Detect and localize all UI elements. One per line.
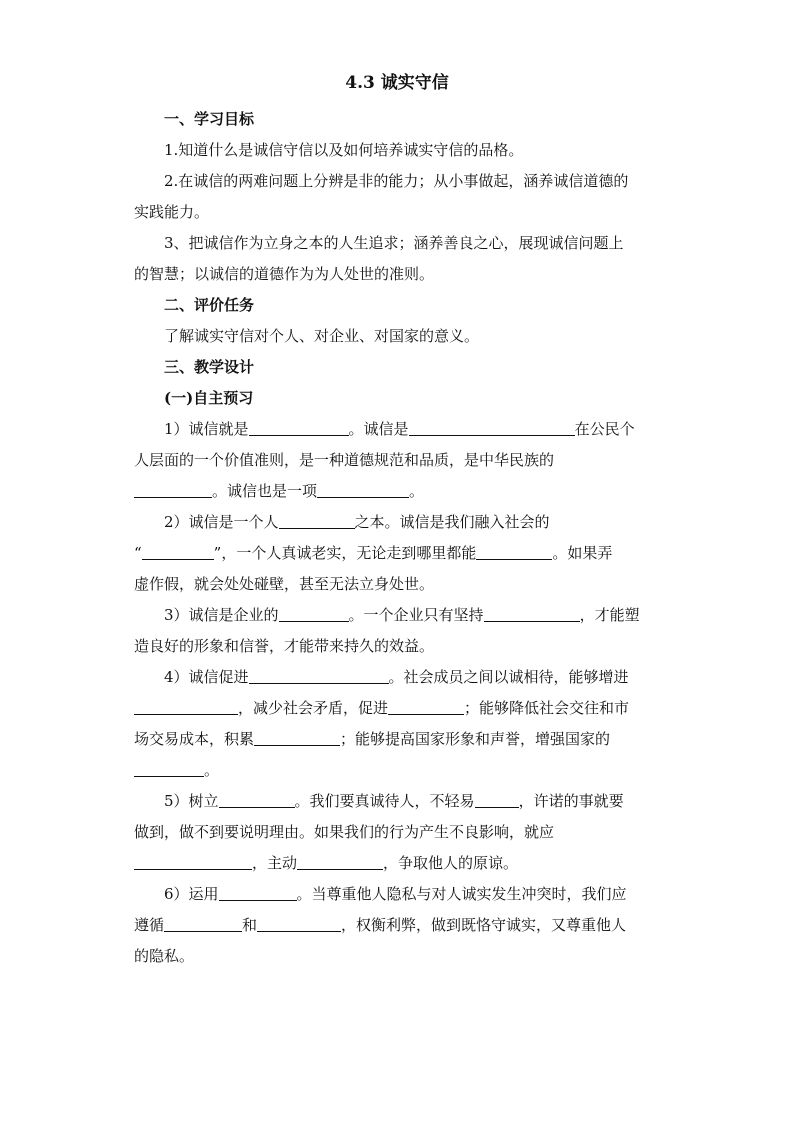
objective-2-line-2: 实践能力。 [134,203,210,221]
question-text: 1）诚信就是 [164,420,249,438]
question-text: 3）诚信是企业的 [164,606,279,624]
question-3-line-1 [134,600,662,631]
fill-blank[interactable] [219,883,297,901]
fill-blank[interactable] [317,480,409,498]
question-text: 。一个企业只有坚持 [348,606,484,624]
fill-blank[interactable] [279,511,355,529]
fill-blank[interactable] [388,697,464,715]
preview-heading: (一)自主预习 [164,389,254,407]
fill-blank[interactable] [475,790,519,808]
evaluation-text: 了解诚实守信对个人、对企业、对国家的意义。 [164,327,480,345]
question-6-line-3: 的隐私。 [134,947,195,965]
question-text: “ [134,544,142,562]
fill-blank[interactable] [257,914,341,932]
question-4-line-2 [134,693,662,724]
question-2-line-3: 虚作假，就会处处碰壁，甚至无法立身处世。 [134,575,435,593]
document-title: 4.3 诚实守信 [345,73,449,93]
design-heading: 三、教学设计 [164,358,255,376]
fill-blank[interactable] [219,790,295,808]
question-1-line-3 [134,476,662,507]
fill-blank[interactable] [297,852,383,870]
objective-3-line-1: 3、把诚信作为立身之本的人生追求；涵养善良之心，展现诚信问题上 [164,234,624,252]
question-text: 在公民个 [574,420,635,438]
question-1-line-1 [134,414,662,445]
fill-blank[interactable] [249,666,389,684]
question-text: ；能够降低社会交往和市 [464,699,630,717]
question-5-line-2: 做到，做不到要说明理由。如果我们的行为产生不良影响，就应 [134,823,555,841]
question-text: 。诚信是 [348,420,409,438]
question-text: ，权衡利弊，做到既恪守诚实，又尊重他人 [341,916,627,934]
fill-blank[interactable] [134,480,212,498]
fill-blank[interactable] [254,728,340,746]
fill-blank[interactable] [279,604,349,622]
question-text: 。 [204,761,220,779]
objective-3-line-2: 的智慧；以诚信的道德作为为人处世的准则。 [134,265,435,283]
question-text: 和 [242,916,258,934]
fill-blank[interactable] [134,697,238,715]
question-4-line-1 [134,662,662,693]
question-text: 。当尊重他人隐私与对人诚实发生冲突时，我们应 [296,885,627,903]
fill-blank[interactable] [134,852,252,870]
question-text: ，主动 [252,854,298,872]
question-text: 。社会成员之间以诚相待，能够增进 [388,668,629,686]
question-text: ，减少社会矛盾，促进 [238,699,389,717]
question-4-line-3 [134,724,662,755]
question-text: ，争取他人的原谅。 [383,854,519,872]
question-text: 之本。诚信是我们融入社会的 [354,513,550,531]
question-text: ，许诺的事就要 [518,792,624,810]
question-text: 5）树立 [164,792,219,810]
question-4-line-4 [134,755,662,786]
question-text: 。我们要真诚待人，不轻易 [294,792,475,810]
question-text: 。 [409,482,425,500]
question-2-line-1 [134,507,662,538]
question-3-line-2: 造良好的形象和信誉，才能带来持久的效益。 [134,637,435,655]
question-text: 4）诚信促进 [164,668,249,686]
question-text: ”，一个人真诚老实，无论走到哪里都能 [213,544,477,562]
fill-blank[interactable] [164,914,242,932]
question-text: 遵循 [134,916,165,934]
fill-blank[interactable] [484,604,580,622]
question-text: 2）诚信是一个人 [164,513,279,531]
question-6-line-1 [134,879,662,910]
question-5-line-1 [134,786,662,817]
question-1-line-2: 人层面的一个价值准则，是一种道德规范和品质，是中华民族的 [134,451,555,469]
question-text: 6）运用 [164,885,219,903]
fill-blank[interactable] [134,759,204,777]
question-6-line-2 [134,910,662,941]
fill-blank[interactable] [409,418,575,436]
question-text: 。诚信也是一项 [212,482,318,500]
evaluation-heading: 二、评价任务 [164,296,255,314]
objectives-heading: 一、学习目标 [164,110,255,128]
question-text: 场交易成本，积累 [134,730,255,748]
objective-1: 1.知道什么是诚信守信以及如何培养诚实守信的品格。 [164,141,524,159]
fill-blank[interactable] [142,542,214,560]
document-body [134,104,662,972]
fill-blank[interactable] [476,542,552,560]
question-2-line-2 [134,538,662,569]
fill-blank[interactable] [249,418,349,436]
question-text: ，才能塑 [579,606,640,624]
question-text: 。如果弄 [552,544,613,562]
objective-2-line-1: 2.在诚信的两难问题上分辨是非的能力；从小事做起，涵养诚信道德的 [164,172,629,190]
question-text: ；能够提高国家形象和声誉，增强国家的 [340,730,611,748]
question-5-line-3 [134,848,662,879]
